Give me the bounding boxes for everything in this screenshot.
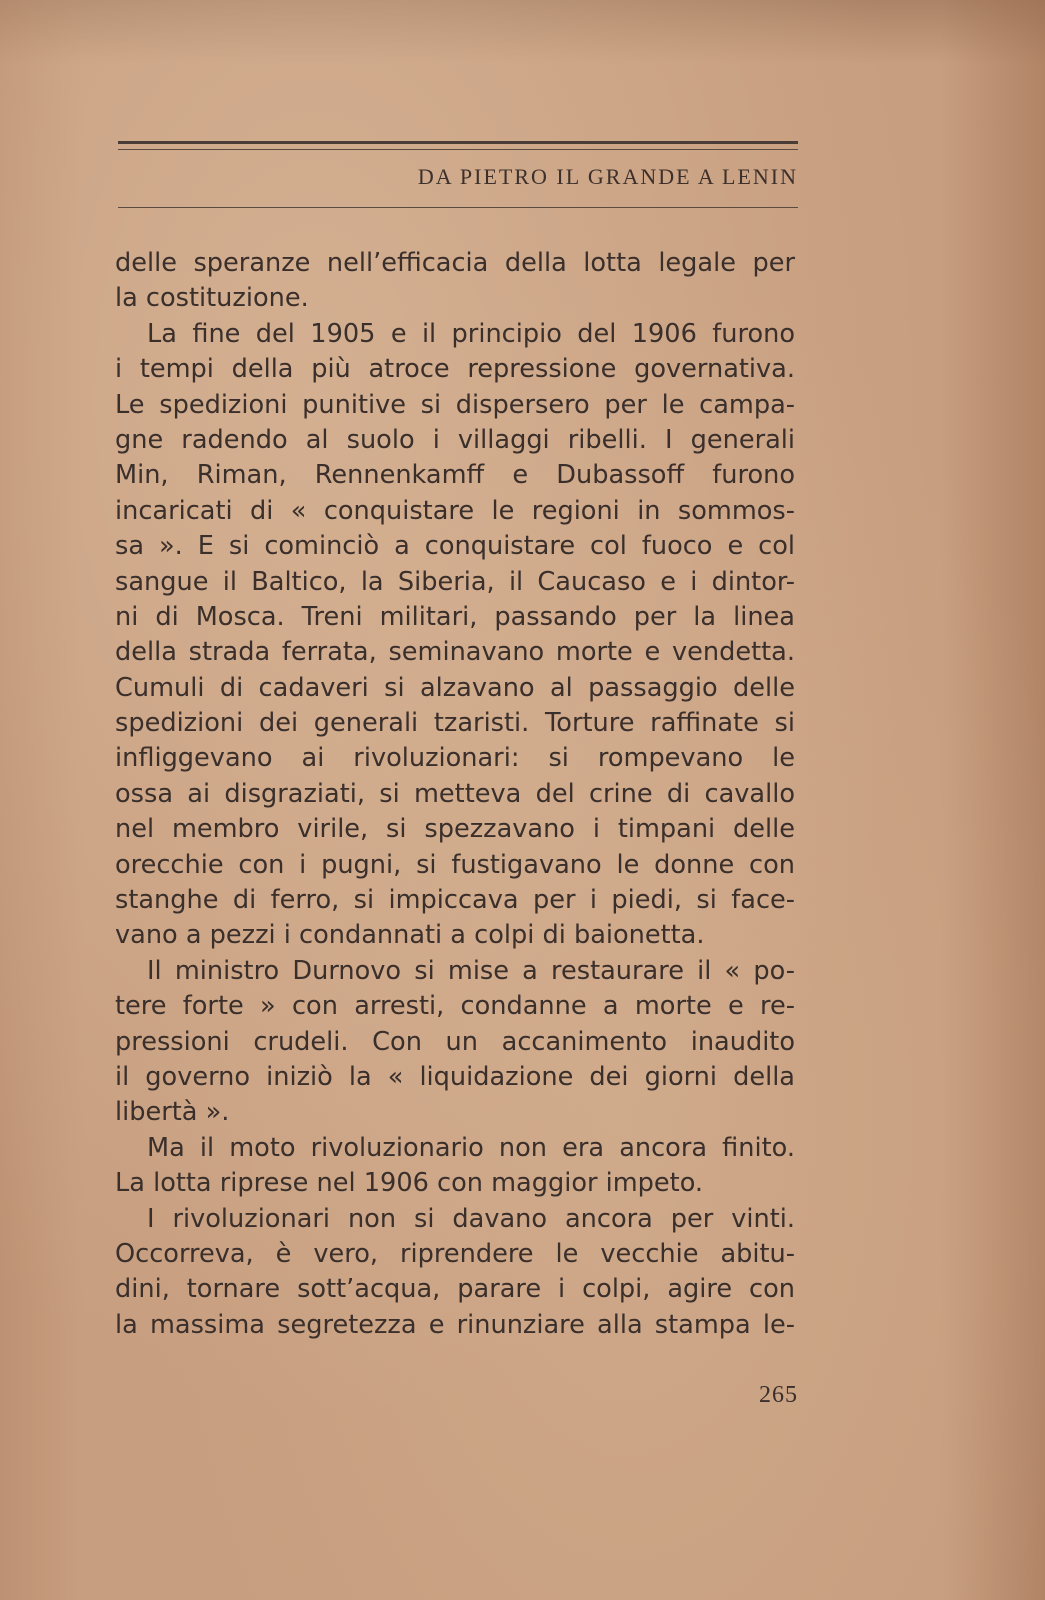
- body-text: [115, 246, 795, 1343]
- text-line: libertà ».: [115, 1097, 230, 1128]
- text-line: la costituzione.: [115, 283, 309, 314]
- text-line: Ma il moto rivoluzionario non era ancora finito.: [147, 1132, 795, 1163]
- text-line: delle speranze nell’efficacia della lotta legale per: [115, 248, 795, 278]
- running-head: DA PIETRO IL GRANDE A LENIN: [417, 164, 798, 189]
- text-line: Occorreva, è vero, riprendere le vecchie abitu-: [115, 1238, 795, 1269]
- text-line: Min, Riman, Rennenkamff e Dubassoff furono: [115, 460, 795, 491]
- text-line: pressioni crudeli. Con un accanimento inaudito: [115, 1026, 795, 1057]
- text-line: sangue il Baltico, la Siberia, il Caucaso e i dintor-: [115, 566, 795, 597]
- text-line: ni di Mosca. Treni militari, passando per la linea: [115, 601, 795, 632]
- text-line: il governo iniziò la « liquidazione dei giorni della: [115, 1061, 795, 1092]
- text-line: sa ». E si cominciò a conquistare col fuoco e col: [115, 531, 795, 562]
- text-line: Cumuli di cadaveri si alzavano al passaggio delle: [115, 672, 795, 703]
- text-line: incaricati di « conquistare le regioni in sommos-: [115, 495, 795, 526]
- text-line: orecchie con i pugni, si fustigavano le donne con: [115, 849, 795, 880]
- text-line: La lotta riprese nel 1906 con maggior impeto.: [115, 1168, 704, 1199]
- text-line: la massima segretezza e rinunziare alla stampa le-: [115, 1309, 795, 1340]
- text-line: della strada ferrata, seminavano morte e vendetta.: [115, 637, 795, 668]
- text-line: spedizioni dei generali tzaristi. Torture raffinate si: [115, 708, 795, 739]
- header-rule-bottom: [118, 207, 798, 208]
- text-line: infliggevano ai rivoluzionari: si rompevano le: [115, 743, 795, 774]
- text-line: nel membro virile, si spezzavano i timpani delle: [115, 814, 795, 845]
- page-number: 265: [759, 1382, 798, 1408]
- text-line: Le spedizioni punitive si dispersero per le campa-: [115, 389, 795, 420]
- text-line: Il ministro Durnovo si mise a restaurare il « po-: [147, 955, 795, 986]
- header-rule-top: [118, 141, 798, 144]
- text-line: I rivoluzionari non si davano ancora per vinti.: [147, 1203, 795, 1234]
- text-line: i tempi della più atroce repressione governativa.: [115, 354, 795, 385]
- text-line: dini, tornare sott’acqua, parare i colpi, agire con: [115, 1274, 795, 1305]
- text-line: stanghe di ferro, si impiccava per i piedi, si face-: [115, 885, 795, 916]
- text-line: La fine del 1905 e il principio del 1906 furono: [147, 318, 795, 349]
- text-line: vano a pezzi i condannati a colpi di baionetta.: [115, 920, 705, 951]
- text-line: tere forte » con arresti, condanne a morte e re-: [115, 991, 795, 1022]
- text-line: gne radendo al suolo i villaggi ribelli. I generali: [115, 424, 795, 455]
- text-line: ossa ai disgraziati, si metteva del crine di cavallo: [115, 778, 795, 809]
- header-rule-top-thin: [118, 149, 798, 150]
